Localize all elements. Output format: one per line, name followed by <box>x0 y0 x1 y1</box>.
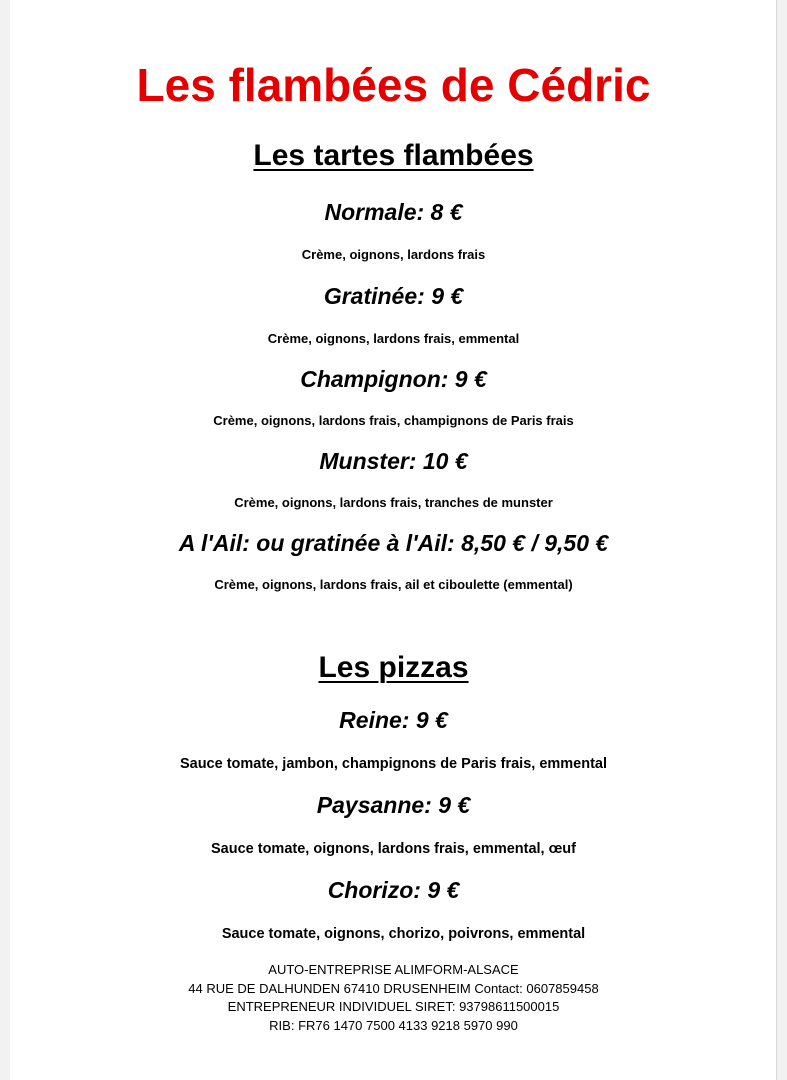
menu-item-description: Sauce tomate, jambon, champignons de Paris frais, emmental <box>179 756 608 772</box>
menu-item-name: Gratinée: 9 € <box>323 283 464 309</box>
menu-item-description: Crème, oignons, lardons frais <box>301 247 486 262</box>
section-title-pizzas: Les pizzas <box>318 651 469 684</box>
page-title: Les flambées de Cédric <box>136 59 651 111</box>
footer-address-contact: 44 RUE DE DALHUNDEN 67410 DRUSENHEIM Contact: 0607859458 <box>188 980 599 996</box>
menu-item-name: Normale: 8 € <box>324 199 463 225</box>
menu-item-name: A l'Ail: ou gratinée à l'Ail: 8,50 € / 9,50 € <box>178 530 609 556</box>
menu-item-description: Sauce tomate, oignons, lardons frais, emmental, œuf <box>211 841 576 857</box>
menu-item-description: Crème, oignons, lardons frais, emmental <box>267 331 520 346</box>
menu-item-description: Crème, oignons, lardons frais, tranches de munster <box>234 495 553 510</box>
menu-item-name: Champignon: 9 € <box>300 366 487 392</box>
footer-company: AUTO-ENTREPRISE ALIMFORM-ALSACE <box>268 962 519 977</box>
menu-item-description: Crème, oignons, lardons frais, ail et ciboulette (emmental) <box>214 577 573 592</box>
footer <box>10 961 777 1035</box>
footer-rib: RIB: FR76 1470 7500 4133 9218 5970 990 <box>269 1017 518 1033</box>
menu-item-description: Sauce tomate, oignons, chorizo, poivrons, emmental <box>221 926 586 942</box>
section-title-tartes: Les tartes flambées <box>253 139 534 172</box>
menu-item-name: Paysanne: 9 € <box>316 792 471 818</box>
footer-siret: ENTREPRENEUR INDIVIDUEL SIRET: 93798611500015 <box>227 999 560 1014</box>
menu-item-description: Crème, oignons, lardons frais, champignons de Paris frais <box>213 413 574 428</box>
menu-item-name: Chorizo: 9 € <box>327 877 460 903</box>
menu-page <box>10 0 777 1080</box>
menu-item-name: Reine: 9 € <box>339 707 448 733</box>
menu-item-name: Munster: 10 € <box>319 448 468 474</box>
